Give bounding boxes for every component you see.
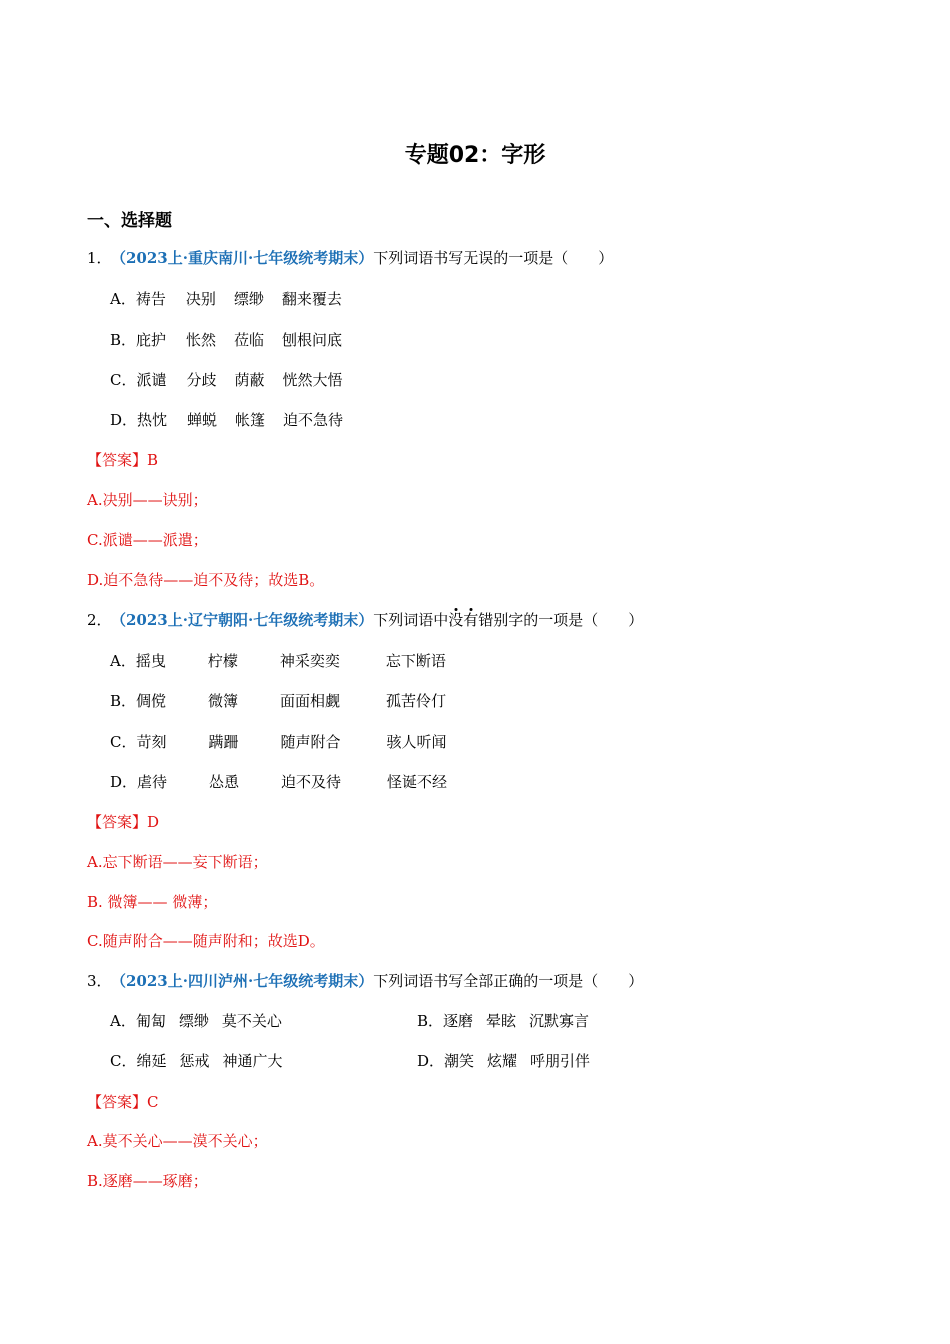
question-2-answer: 【答案】D xyxy=(87,813,160,831)
question-3-explanation-2: B.逐磨——琢磨； xyxy=(87,1172,208,1190)
question-2-explanation-2: B. 微簿—— 微薄； xyxy=(87,893,218,911)
question-2-explanation-1: A.忘下断语——妄下断语； xyxy=(87,853,268,871)
question-3-source: （2023上·四川泸州·七年级统考期末） xyxy=(111,972,374,990)
emphasis-dot-char: 没 xyxy=(448,611,464,629)
question-2-stem: 2．（2023上·辽宁朝阳·七年级统考期末）下列词语中没有错别字的一项是（ ） xyxy=(87,611,644,629)
question-1-explanation-3: D.迫不急待——迫不及待；故选B。 xyxy=(87,571,325,589)
question-2-explanation-3: C.随声附合——随声附和；故选D。 xyxy=(87,932,325,950)
question-1-option-b: B．庇护 怅然 莅临 刨根问底 xyxy=(110,331,343,349)
question-2-option-a: A．摇曳 柠檬 神采奕奕 忘下断语 xyxy=(110,652,446,670)
question-3-option-c: C．绵延 惩戒 神通广大 xyxy=(110,1052,283,1070)
question-1-option-d: D．热忱 蝉蜕 帐篷 迫不急待 xyxy=(110,411,344,429)
question-3-explanation-1: A.莫不关心——漠不关心； xyxy=(87,1132,268,1150)
question-1-option-c: C．派谴 分歧 荫蔽 恍然大悟 xyxy=(110,371,343,389)
question-3-option-a: A．匍匐 缥缈 莫不关心 xyxy=(110,1012,282,1030)
question-1-option-a: A．祷告 决别 缥缈 翻来覆去 xyxy=(110,290,342,308)
question-3-option-d: D．潮笑 炫耀 呼朋引伴 xyxy=(417,1052,591,1070)
question-3-stem: 3．（2023上·四川泸州·七年级统考期末）下列词语书写全部正确的一项是（ ） xyxy=(87,972,644,990)
question-1-answer: 【答案】B xyxy=(87,451,159,469)
question-2-source: （2023上·辽宁朝阳·七年级统考期末） xyxy=(111,611,374,629)
page-title: 专题02：字形 xyxy=(404,143,546,168)
question-3-answer: 【答案】C xyxy=(87,1093,159,1111)
question-1-source: （2023上·重庆南川·七年级统考期末） xyxy=(111,249,374,267)
question-3-option-b: B．逐磨 晕眩 沉默寡言 xyxy=(417,1012,590,1030)
question-1-stem: 1．（2023上·重庆南川·七年级统考期末）下列词语书写无误的一项是（ ） xyxy=(87,249,614,267)
question-2-option-d: D．虐待 怂恿 迫不及待 怪诞不经 xyxy=(110,773,448,791)
question-2-option-b: B．倜傥 微簿 面面相觑 孤苦伶仃 xyxy=(110,692,447,710)
section-heading: 一、选择题 xyxy=(87,211,172,231)
question-1-explanation-2: C.派谴——派遣； xyxy=(87,531,208,549)
emphasis-dot-char: 有 xyxy=(463,611,479,629)
question-1-explanation-1: A.决别——诀别； xyxy=(87,491,208,509)
question-2-option-c: C．苛刻 蹒跚 随声附合 骇人听闻 xyxy=(110,733,447,751)
